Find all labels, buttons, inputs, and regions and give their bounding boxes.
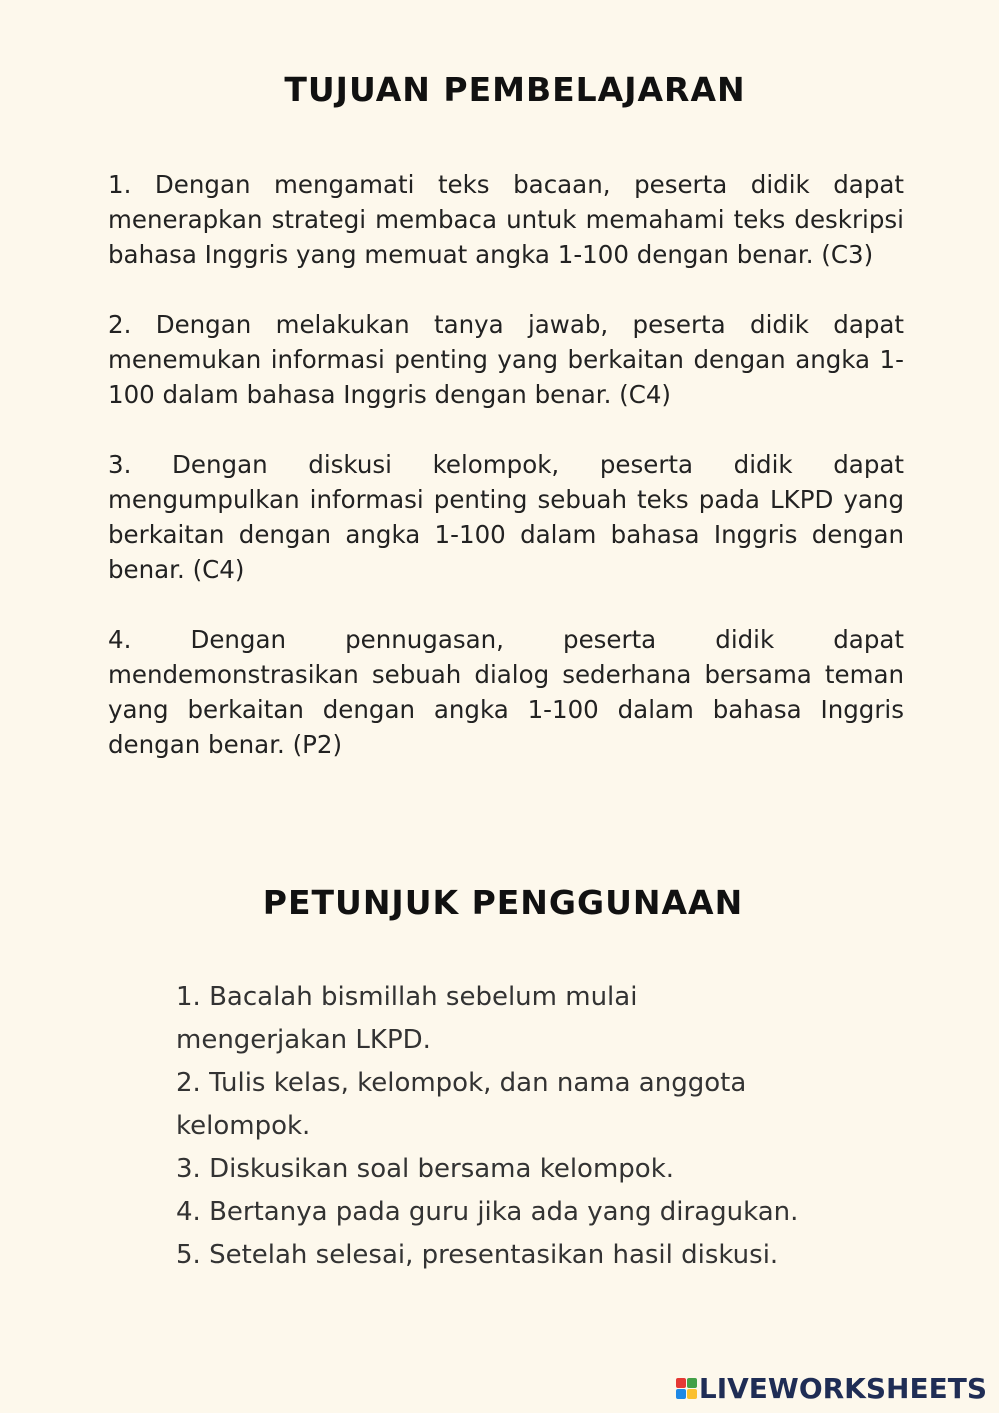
objective-item-2: 2. Dengan melakukan tanya jawab, peserta didik dapat menemukan informasi penting yang berkaitan dengan angka 1-100 dalam bahasa Inggris dengan benar. (C4) [108,310,904,409]
instruction-item-5: 5. Setelah selesai, presentasikan hasil diskusi. [176,1240,779,1270]
section-title-learning-objectives: TUJUAN PEMBELAJARAN [284,70,746,109]
logo-square-yellow [687,1389,697,1399]
liveworksheets-logo-text: LIVEWORKSHEETS [698,1372,987,1405]
instruction-item-3: 3. Diskusikan soal bersama kelompok. [176,1154,675,1184]
logo-square-green [687,1378,697,1388]
objective-item-3: 3. Dengan diskusi kelompok, peserta didik dapat mengumpulkan informasi penting sebuah teks pada LKPD yang berkaitan dengan angka 1-100 dalam bahasa Inggris dengan benar. (C4) [108,450,904,584]
logo-square-blue [676,1389,686,1399]
instruction-item-2: 2. Tulis kelas, kelompok, dan nama anggota kelompok. [176,1068,747,1141]
objective-item-1: 1. Dengan mengamati teks bacaan, peserta didik dapat menerapkan strategi membaca untuk memahami teks deskripsi bahasa Inggris yang memuat angka 1-100 dengan benar. (C3) [108,170,904,269]
objective-item-4: 4. Dengan pennugasan, peserta didik dapat mendemonstrasikan sebuah dialog sederhana bersama teman yang berkaitan dengan angka 1-100 dalam bahasa Inggris dengan benar. (P2) [108,625,904,759]
liveworksheets-logo[interactable] [676,1372,987,1405]
liveworksheets-logo-icon [676,1378,697,1399]
instruction-item-4: 4. Bertanya pada guru jika ada yang diragukan. [176,1197,799,1227]
logo-square-red [676,1378,686,1388]
instruction-item-1: 1. Bacalah bismillah sebelum mulai mengerjakan LKPD. [176,982,638,1055]
section-title-usage-instructions: PETUNJUK PENGGUNAAN [262,883,744,922]
learning-objectives-list [108,167,904,797]
usage-instructions-list [176,976,856,1277]
